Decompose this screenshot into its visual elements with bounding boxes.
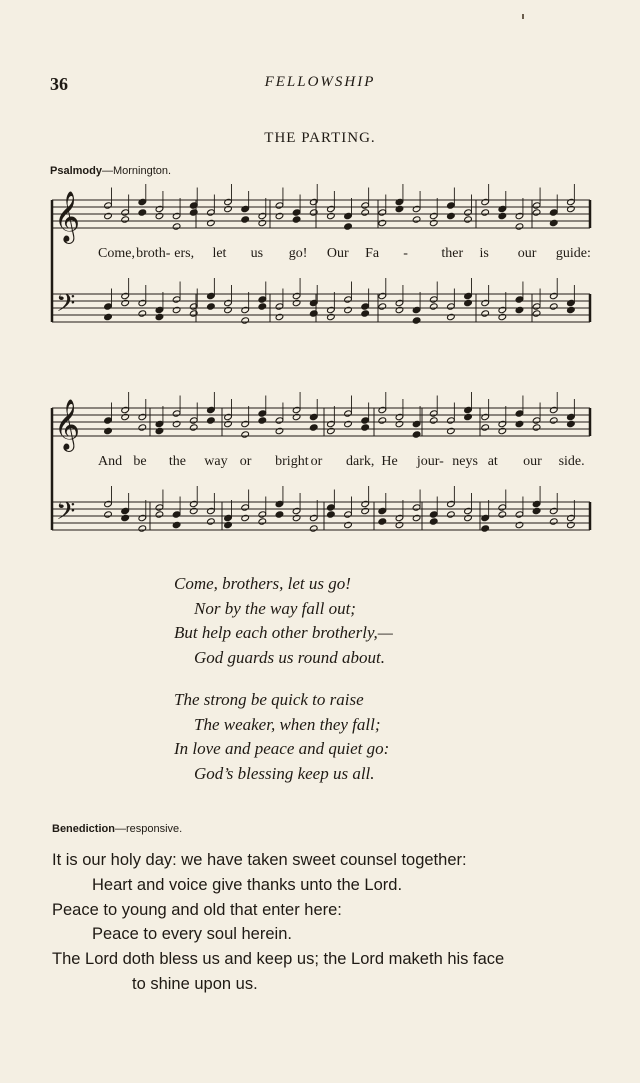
treble-note — [395, 198, 404, 205]
bass-note — [447, 500, 456, 507]
verse-line: Nor by the way fall out; — [194, 598, 356, 618]
treble-note — [498, 205, 507, 212]
treble-note — [481, 198, 490, 205]
treble-note — [189, 417, 198, 424]
bass-note — [567, 306, 576, 313]
bass-note — [155, 511, 164, 518]
bass-note — [344, 521, 353, 528]
bass-note — [121, 507, 130, 514]
bass-note — [121, 514, 130, 521]
bass-note — [412, 317, 421, 324]
running-head: FELLOWSHIP — [264, 74, 376, 90]
treble-note — [309, 424, 318, 431]
treble-note — [567, 413, 576, 420]
treble-note — [207, 219, 216, 226]
treble-note — [567, 198, 576, 205]
treble-note — [189, 202, 198, 209]
bass-note — [481, 514, 490, 521]
treble-note — [412, 420, 421, 427]
bass-note — [155, 306, 164, 313]
treble-note — [412, 431, 421, 438]
treble-note — [121, 413, 130, 420]
bass-note — [309, 525, 318, 532]
treble-note — [429, 417, 438, 424]
bass-note — [172, 306, 181, 313]
verse-line: God guards us round about. — [194, 647, 385, 667]
treble-note — [241, 431, 250, 438]
bass-note — [189, 500, 198, 507]
bass-note — [292, 507, 301, 514]
treble-note — [378, 406, 387, 413]
treble-note — [241, 420, 250, 427]
treble-note — [549, 219, 558, 226]
bass-note — [207, 292, 216, 299]
bass-note — [224, 306, 233, 313]
bass-note — [275, 511, 284, 518]
benediction-line: Heart and voice give thanks unto the Lord. — [92, 875, 403, 894]
lyric-syllable: side. — [558, 454, 585, 469]
treble-note — [378, 219, 387, 226]
bass-note — [207, 507, 216, 514]
treble-note — [138, 209, 147, 216]
treble-note — [138, 413, 147, 420]
treble-note — [429, 219, 438, 226]
treble-note — [464, 406, 473, 413]
treble-note — [172, 420, 181, 427]
bass-note — [464, 299, 473, 306]
lyric-syllable: be — [133, 454, 147, 469]
treble-note — [515, 420, 524, 427]
treble-note — [275, 417, 284, 424]
treble-note — [207, 417, 216, 424]
bass-note — [429, 511, 438, 518]
stanza-1 — [0, 572, 640, 670]
hymn-verses — [0, 572, 640, 804]
lyric-syllable: jour- — [416, 454, 444, 469]
treble-note — [327, 420, 336, 427]
treble-note — [327, 427, 336, 434]
treble-note — [361, 209, 370, 216]
bass-note — [412, 514, 421, 521]
hymn-title: THE PARTING. — [264, 130, 376, 146]
bass-note — [292, 292, 301, 299]
treble-note — [567, 420, 576, 427]
bass-note — [241, 504, 250, 511]
bass-note — [309, 514, 318, 521]
lyric-syllable: or — [310, 454, 323, 469]
treble-note — [464, 216, 473, 223]
treble-note — [258, 219, 267, 226]
lyric-syllable: neys — [452, 454, 478, 469]
treble-note — [121, 406, 130, 413]
lyric-syllable: at — [487, 454, 498, 469]
bass-note — [515, 511, 524, 518]
bass-note — [207, 518, 216, 525]
page-number: 36 — [50, 74, 68, 94]
treble-note — [155, 420, 164, 427]
bass-note — [361, 303, 370, 310]
bass-note — [104, 500, 113, 507]
treble-note — [309, 413, 318, 420]
bass-note — [138, 525, 147, 532]
bass-note — [412, 306, 421, 313]
treble-note — [481, 413, 490, 420]
lyric-syllable: He — [381, 454, 398, 469]
treble-note — [309, 198, 318, 205]
bass-note — [549, 507, 558, 514]
music-system-1 — [44, 182, 596, 337]
bass-note — [121, 292, 130, 299]
bass-note — [412, 504, 421, 511]
bass-note — [309, 299, 318, 306]
treble-note — [515, 410, 524, 417]
bass-note — [241, 317, 250, 324]
treble-note — [155, 427, 164, 434]
bass-note — [429, 296, 438, 303]
benediction-label — [52, 823, 182, 835]
treble-note — [361, 424, 370, 431]
treble-note — [292, 216, 301, 223]
treble-note — [104, 427, 113, 434]
bass-note — [498, 306, 507, 313]
bass-note — [498, 504, 507, 511]
lyric-syllable: ers, — [174, 246, 195, 261]
treble-note — [275, 202, 284, 209]
treble-note — [447, 417, 456, 424]
lyric-syllable: the — [168, 454, 186, 469]
treble-clef-icon: 𝄞 — [54, 191, 81, 242]
lyric-syllable: And — [98, 454, 123, 469]
treble-note — [224, 413, 233, 420]
benediction-title: Benediction — [52, 823, 115, 835]
treble-note — [292, 413, 301, 420]
treble-note — [412, 216, 421, 223]
treble-note — [121, 209, 130, 216]
bass-note — [258, 511, 267, 518]
treble-note — [498, 212, 507, 219]
verse-line: In love and peace and quiet go: — [174, 739, 390, 758]
treble-note — [241, 205, 250, 212]
bass-note — [138, 310, 147, 317]
treble-note — [138, 424, 147, 431]
bass-note — [567, 299, 576, 306]
bass-note — [532, 303, 541, 310]
treble-note — [327, 212, 336, 219]
treble-note — [258, 410, 267, 417]
treble-note — [395, 413, 404, 420]
treble-note — [361, 202, 370, 209]
bass-note — [104, 303, 113, 310]
treble-note — [172, 410, 181, 417]
bass-note — [327, 504, 336, 511]
bass-note — [567, 521, 576, 528]
bass-note — [172, 511, 181, 518]
bass-note — [395, 306, 404, 313]
treble-note — [104, 417, 113, 424]
bass-note — [361, 310, 370, 317]
bass-note — [567, 514, 576, 521]
bass-note — [275, 313, 284, 320]
bass-note — [498, 511, 507, 518]
benediction-text — [0, 848, 640, 997]
treble-note — [395, 205, 404, 212]
treble-note — [172, 223, 181, 230]
bass-note — [481, 525, 490, 532]
treble-note — [207, 209, 216, 216]
treble-note — [498, 420, 507, 427]
lyric-syllable: way — [204, 454, 228, 469]
bass-note — [224, 299, 233, 306]
benediction-line: The Lord doth bless us and keep us; the Lord maketh his face — [52, 950, 505, 969]
treble-note — [344, 212, 353, 219]
benediction-line: Peace to every soul herein. — [92, 925, 292, 944]
tune-attribution — [50, 165, 171, 177]
lyric-syllable: let — [212, 246, 227, 261]
verse-line: Come, brothers, let us go! — [174, 574, 351, 593]
treble-note — [429, 410, 438, 417]
treble-note — [189, 209, 198, 216]
treble-note — [549, 209, 558, 216]
bass-note — [464, 292, 473, 299]
bass-note — [258, 303, 267, 310]
treble-note — [567, 205, 576, 212]
lyric-syllable: broth- — [136, 246, 171, 261]
treble-note — [344, 223, 353, 230]
bass-note — [395, 514, 404, 521]
bass-note — [549, 303, 558, 310]
lyric-syllable: - — [403, 246, 408, 261]
treble-note — [532, 417, 541, 424]
treble-note — [515, 223, 524, 230]
treble-note — [447, 427, 456, 434]
printer-mark — [522, 14, 524, 19]
bass-note — [378, 292, 387, 299]
treble-note — [344, 410, 353, 417]
bass-note — [515, 306, 524, 313]
treble-note — [241, 216, 250, 223]
treble-note — [447, 212, 456, 219]
bass-note — [532, 500, 541, 507]
treble-note — [378, 209, 387, 216]
bass-note — [532, 310, 541, 317]
bass-note — [292, 514, 301, 521]
treble-note — [498, 427, 507, 434]
bass-note — [327, 306, 336, 313]
treble-note — [258, 417, 267, 424]
treble-note — [361, 417, 370, 424]
bass-note — [104, 313, 113, 320]
treble-clef-icon: 𝄞 — [54, 399, 81, 450]
bass-note — [189, 310, 198, 317]
treble-note — [395, 420, 404, 427]
tune-name: —Mornington. — [101, 165, 172, 177]
lyric-syllable: dark, — [346, 454, 375, 469]
lyric-syllable: guide: — [555, 246, 591, 261]
bass-note — [275, 303, 284, 310]
bass-note — [361, 500, 370, 507]
bass-note — [104, 511, 113, 518]
bass-note — [344, 306, 353, 313]
bass-note — [241, 306, 250, 313]
verse-line: God’s blessing keep us all. — [194, 763, 375, 783]
treble-note — [155, 212, 164, 219]
treble-note — [532, 424, 541, 431]
treble-note — [189, 424, 198, 431]
verse-line: The weaker, when they fall; — [194, 714, 381, 734]
treble-note — [104, 212, 113, 219]
treble-note — [549, 417, 558, 424]
treble-note — [224, 420, 233, 427]
benediction-note: —responsive. — [114, 823, 183, 835]
bass-note — [515, 521, 524, 528]
treble-note — [292, 406, 301, 413]
treble-note — [121, 216, 130, 223]
lyric-syllable: Our — [326, 246, 349, 261]
bass-note — [498, 313, 507, 320]
treble-note — [327, 205, 336, 212]
bass-note — [464, 507, 473, 514]
treble-note — [481, 424, 490, 431]
verse-line: The strong be quick to raise — [174, 690, 364, 709]
bass-clef-icon: 𝄢 — [56, 289, 76, 324]
treble-note — [481, 209, 490, 216]
bass-note — [481, 310, 490, 317]
treble-note — [447, 202, 456, 209]
bass-note — [344, 511, 353, 518]
lyric-syllable: our — [523, 454, 542, 469]
bass-note — [515, 296, 524, 303]
bass-note — [258, 296, 267, 303]
bass-note — [327, 313, 336, 320]
bass-note — [532, 507, 541, 514]
stanza-2 — [0, 688, 640, 786]
bass-note — [224, 514, 233, 521]
bass-note — [258, 518, 267, 525]
bass-note — [138, 299, 147, 306]
treble-note — [344, 420, 353, 427]
bass-note — [121, 299, 130, 306]
bass-note — [378, 507, 387, 514]
bass-note — [429, 518, 438, 525]
bass-note — [481, 299, 490, 306]
lyric-syllable: ther — [441, 246, 464, 261]
lyric-syllable: or — [239, 454, 252, 469]
bass-note — [155, 313, 164, 320]
treble-note — [464, 209, 473, 216]
bass-note — [327, 511, 336, 518]
bass-clef-icon: 𝄢 — [56, 497, 76, 532]
bass-note — [549, 518, 558, 525]
bass-note — [309, 310, 318, 317]
treble-note — [207, 406, 216, 413]
lyric-syllable: go! — [288, 246, 308, 261]
bass-note — [189, 507, 198, 514]
bass-note — [172, 521, 181, 528]
bass-note — [395, 521, 404, 528]
bass-note — [344, 296, 353, 303]
treble-note — [549, 406, 558, 413]
bass-note — [241, 514, 250, 521]
bass-note — [155, 504, 164, 511]
treble-note — [464, 413, 473, 420]
bass-note — [549, 292, 558, 299]
treble-note — [104, 202, 113, 209]
bass-note — [378, 518, 387, 525]
treble-note — [532, 202, 541, 209]
lyric-syllable: us — [250, 246, 264, 261]
verse-line: But help each other brotherly,— — [174, 623, 393, 642]
bass-note — [395, 299, 404, 306]
bass-note — [447, 303, 456, 310]
treble-note — [172, 212, 181, 219]
treble-note — [224, 205, 233, 212]
treble-note — [138, 198, 147, 205]
tune-label: Psalmody — [50, 165, 102, 177]
bass-note — [292, 299, 301, 306]
treble-note — [224, 198, 233, 205]
treble-note — [515, 212, 524, 219]
music-system-2 — [44, 392, 596, 547]
bass-note — [207, 303, 216, 310]
treble-note — [309, 209, 318, 216]
bass-note — [429, 303, 438, 310]
lyric-syllable: our — [517, 246, 537, 261]
treble-note — [292, 209, 301, 216]
benediction-line: It is our holy day: we have taken sweet counsel together: — [52, 851, 467, 869]
treble-note — [378, 417, 387, 424]
bass-note — [361, 507, 370, 514]
treble-note — [258, 212, 267, 219]
bass-note — [189, 303, 198, 310]
bass-note — [447, 511, 456, 518]
lyric-syllable: Fa — [365, 246, 380, 261]
lyric-syllable: bright — [275, 454, 309, 469]
treble-note — [532, 209, 541, 216]
bass-note — [447, 313, 456, 320]
bass-note — [138, 514, 147, 521]
bass-note — [378, 303, 387, 310]
treble-note — [275, 212, 284, 219]
treble-note — [429, 212, 438, 219]
treble-note — [412, 205, 421, 212]
bass-note — [464, 514, 473, 521]
bass-note — [275, 500, 284, 507]
treble-note — [275, 427, 284, 434]
bass-note — [224, 521, 233, 528]
lyric-syllable: Come, — [98, 246, 135, 261]
lyric-syllable: is — [479, 246, 489, 261]
benediction-line: Peace to young and old that enter here: — [52, 900, 342, 919]
bass-note — [172, 296, 181, 303]
treble-note — [155, 205, 164, 212]
benediction-line: to shine upon us. — [132, 974, 258, 993]
